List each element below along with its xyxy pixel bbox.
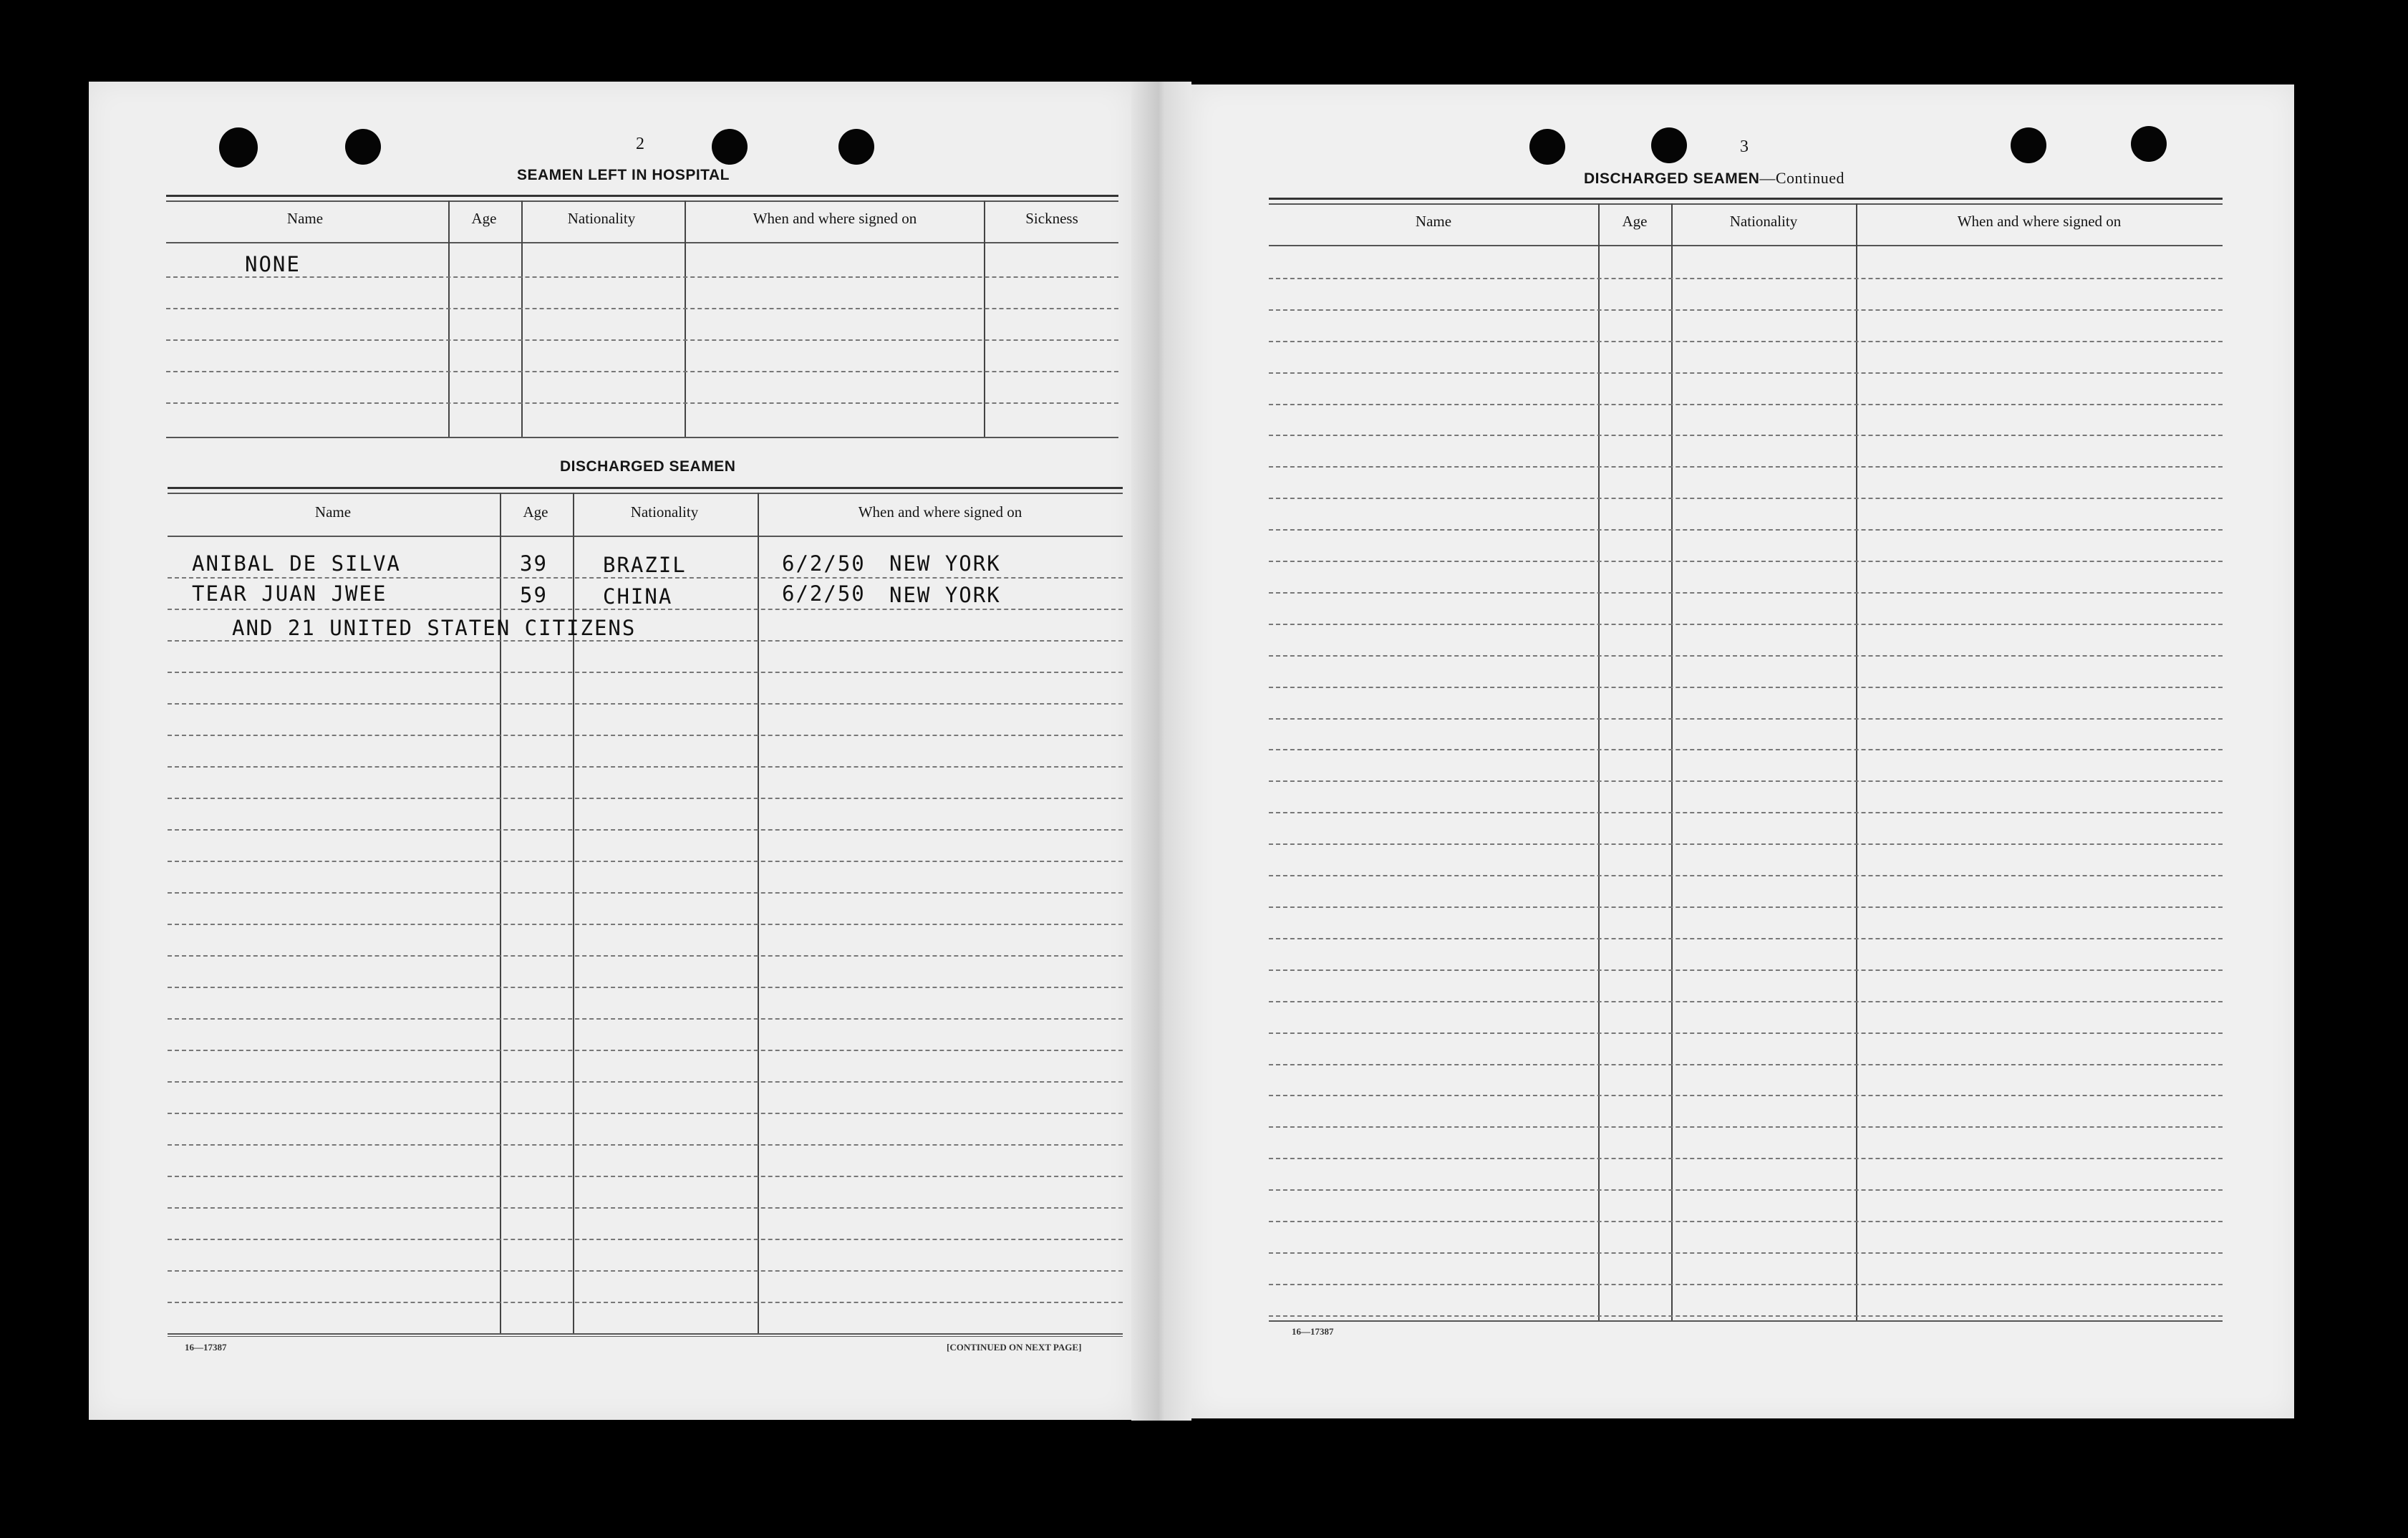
hospital-entry: NONE (245, 252, 301, 276)
table-row-line (1269, 1284, 2223, 1285)
table-row-line (166, 371, 1118, 372)
punch-hole (345, 129, 381, 165)
seaman-signed-on-date: 6/2/50 (782, 581, 866, 606)
table-row-line (168, 1302, 1123, 1303)
footer-rule (168, 1336, 1123, 1337)
table-row-line (1269, 466, 2223, 468)
table-row-line (1269, 1221, 2223, 1222)
table-row-line (1269, 812, 2223, 813)
seaman-age: 39 (520, 551, 548, 576)
table-row-line (168, 1144, 1123, 1146)
table-row-line (1269, 309, 2223, 311)
table-bottom-rule (168, 1333, 1123, 1335)
column-divider (1856, 203, 1857, 1322)
additional-seamen-note: AND 21 UNITED STATEN CITIZENS (232, 616, 637, 640)
table-row-line (1269, 718, 2223, 720)
table-row-line (1269, 1158, 2223, 1159)
table-row-line (1269, 687, 2223, 688)
table-row-line (1269, 1001, 2223, 1002)
seaman-age: 59 (520, 583, 548, 607)
seaman-nationality: CHINA (603, 584, 673, 609)
page-number: 3 (1740, 137, 1749, 156)
table-row-line (1269, 1315, 2223, 1317)
header-rule (166, 200, 1118, 202)
table-row-line (168, 829, 1123, 831)
column-header-signed-on: When and where signed on (753, 210, 917, 227)
header-rule (1269, 198, 2223, 200)
seaman-nationality: BRAZIL (603, 553, 687, 577)
column-header-rule (168, 536, 1123, 537)
table-row-line (1269, 938, 2223, 939)
column-header-rule (166, 242, 1118, 243)
column-divider (448, 200, 450, 437)
table-bottom-rule (166, 437, 1118, 438)
table-row-line (1269, 592, 2223, 594)
form-number: 16—17387 (1292, 1326, 1334, 1337)
header-rule (168, 493, 1123, 494)
column-header-age: Age (523, 503, 548, 521)
punch-hole (2131, 126, 2167, 162)
table-row-line (168, 1113, 1123, 1114)
table-row-line (166, 339, 1118, 341)
table-row-line (168, 1207, 1123, 1209)
page-spine (1131, 82, 1191, 1421)
table-row-line (168, 1239, 1123, 1240)
table-row-line (1269, 341, 2223, 342)
column-divider (1598, 203, 1600, 1322)
discharged-section-title: DISCHARGED SEAMEN (560, 458, 736, 475)
column-divider (521, 200, 523, 437)
table-row-line (1269, 561, 2223, 562)
seaman-signed-on-place: NEW YORK (889, 551, 1001, 576)
table-row-line (1269, 1032, 2223, 1034)
punch-hole (838, 129, 874, 165)
header-rule (1269, 203, 2223, 205)
table-row-line (1269, 780, 2223, 782)
table-row-line (168, 1050, 1123, 1051)
table-row-line (1269, 1126, 2223, 1128)
table-row-line (168, 955, 1123, 957)
column-header-age: Age (1622, 213, 1648, 230)
table-row-line (168, 892, 1123, 894)
table-bottom-rule (1269, 1320, 2223, 1322)
table-row-line (1269, 749, 2223, 750)
column-header-rule (1269, 245, 2223, 246)
column-divider (685, 200, 686, 437)
table-row-line (166, 402, 1118, 404)
column-header-name: Name (314, 503, 352, 521)
header-rule (166, 195, 1118, 197)
table-row-line (168, 861, 1123, 862)
seaman-signed-on-place: NEW YORK (889, 583, 1001, 607)
table-row-line (1269, 1189, 2223, 1191)
table-row-line (168, 1018, 1123, 1020)
table-row-line (168, 703, 1123, 705)
column-divider (1671, 203, 1673, 1322)
table-row-line (168, 924, 1123, 925)
column-header-nationality: Nationality (630, 503, 699, 521)
table-row-line (168, 766, 1123, 768)
left-page (89, 82, 1131, 1420)
table-row-line (1269, 624, 2223, 625)
table-row-line (168, 798, 1123, 799)
header-rule (168, 487, 1123, 489)
page-number: 2 (636, 135, 644, 153)
discharged-continued-title (1584, 169, 1844, 188)
table-row-line (168, 609, 1123, 610)
form-number: 16—17387 (185, 1342, 227, 1353)
right-page (1191, 84, 2294, 1418)
column-header-name: Name (286, 210, 324, 227)
title-text: DISCHARGED SEAMEN (1584, 170, 1760, 187)
column-header-signed-on: When and where signed on (858, 503, 1022, 521)
column-header-signed-on: When and where signed on (1957, 213, 2122, 230)
table-row-line (1269, 372, 2223, 374)
punch-hole (1529, 129, 1565, 165)
table-row-line (168, 577, 1123, 579)
table-row-line (168, 987, 1123, 988)
table-row-line (1269, 498, 2223, 499)
punch-hole (1651, 127, 1687, 163)
column-header-nationality: Nationality (567, 210, 636, 227)
column-header-nationality: Nationality (1729, 213, 1798, 230)
table-row-line (1269, 906, 2223, 908)
hospital-section-title: SEAMEN LEFT IN HOSPITAL (517, 167, 730, 183)
table-row-line (168, 1081, 1123, 1083)
punch-hole (2011, 127, 2046, 163)
table-row-line (1269, 404, 2223, 405)
table-row-line (1269, 843, 2223, 845)
table-row-line (168, 735, 1123, 736)
table-row-line (1269, 1064, 2223, 1065)
table-row-line (1269, 875, 2223, 876)
seaman-name: ANIBAL DE SILVA (192, 551, 401, 576)
table-row-line (1269, 1252, 2223, 1254)
column-header-age: Age (471, 210, 497, 227)
seaman-signed-on-date: 6/2/50 (782, 551, 866, 576)
table-row-line (168, 1176, 1123, 1177)
punch-hole (712, 129, 748, 165)
table-row-line (1269, 435, 2223, 436)
table-row-line (1269, 529, 2223, 531)
table-row-line (1269, 278, 2223, 279)
table-row-line (168, 672, 1123, 673)
continued-note: [CONTINUED ON NEXT PAGE] (947, 1342, 1082, 1353)
column-header-name: Name (1415, 213, 1452, 230)
table-row-line (1269, 969, 2223, 971)
table-row-line (1269, 655, 2223, 657)
table-row-line (166, 308, 1118, 309)
title-suffix: —Continued (1759, 169, 1845, 187)
table-row-line (168, 1270, 1123, 1272)
column-header-sickness: Sickness (1025, 210, 1078, 227)
column-divider (984, 200, 985, 437)
seaman-name: TEAR JUAN JWEE (192, 581, 387, 606)
table-row-line (168, 640, 1123, 642)
table-row-line (166, 276, 1118, 278)
punch-hole (219, 127, 258, 168)
table-row-line (1269, 1095, 2223, 1096)
